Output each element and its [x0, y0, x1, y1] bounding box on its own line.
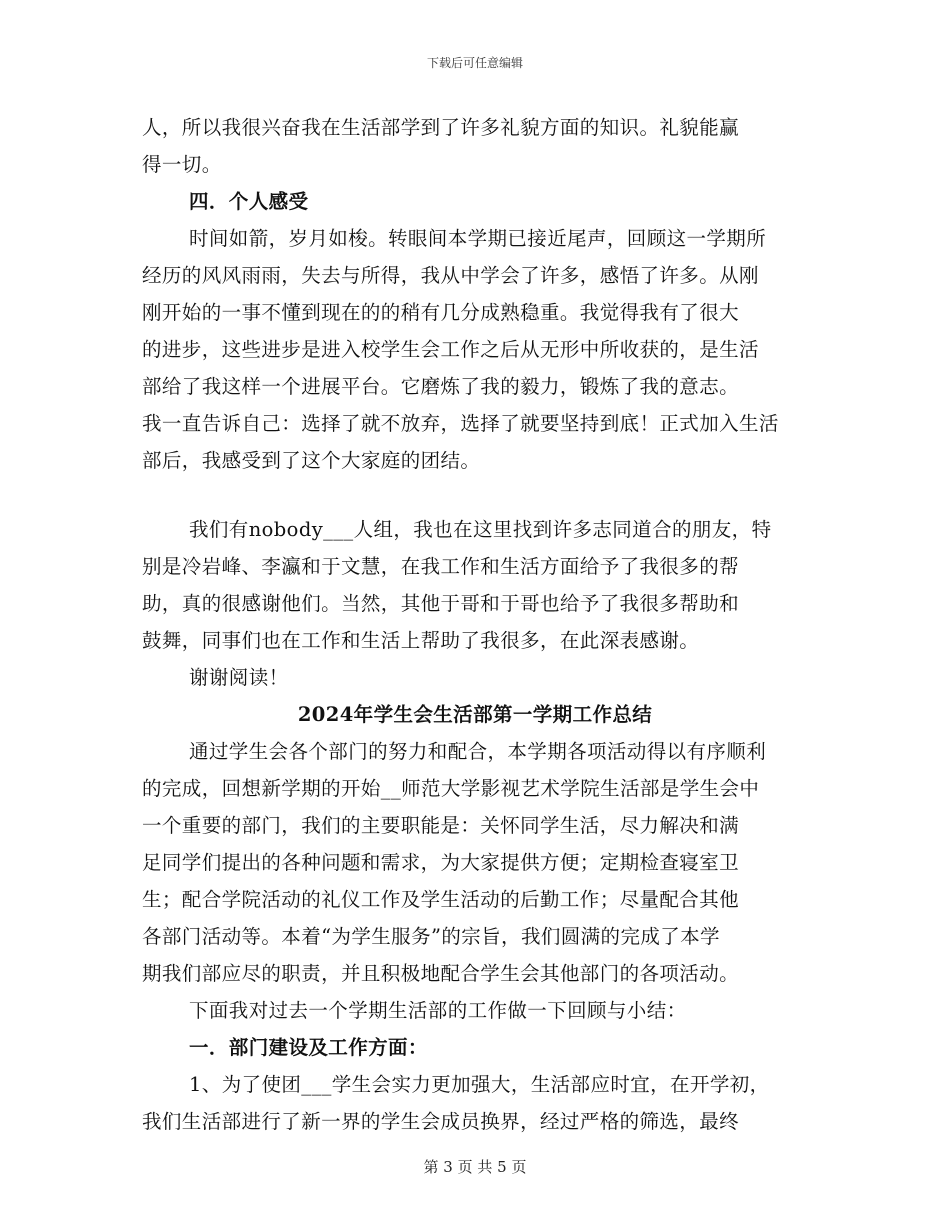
body-line: 部给了我这样一个进展平台。它磨炼了我的毅力，锻炼了我的意志。: [142, 375, 740, 398]
body-line: 部后，我感受到了这个大家庭的团结。: [142, 449, 481, 472]
body-line: 足同学们提出的各种问题和需求，为大家提供方便；定期检查寝室卫: [142, 851, 740, 874]
body-line: 我们有nobody___人组，我也在这里找到许多志同道合的朋友，特: [189, 518, 772, 541]
closing-line: 谢谢阅读！: [189, 666, 289, 689]
body-line: 生；配合学院活动的礼仪工作及学生活动的后勤工作；尽量配合其他: [142, 888, 740, 911]
body-line: 通过学生会各个部门的努力和配合，本学期各项活动得以有序顺利: [189, 740, 767, 763]
body-line: 的进步，这些进步是进入校学生会工作之后从无形中所收获的，是生活: [142, 338, 759, 361]
document-title: 2024年学生会生活部第一学期工作总结: [297, 703, 653, 726]
body-line: 1、为了使团___学生会实力更加强大，生活部应时宜，在开学初，: [189, 1073, 770, 1096]
body-line: 我们生活部进行了新一界的学生会成员换界，经过严格的筛选，最终: [142, 1110, 740, 1133]
body-line: 别是冷岩峰、李瀛和于文慧，在我工作和生活方面给予了我很多的帮: [142, 555, 740, 578]
body-line: 我一直告诉自己：选择了就不放弃，选择了就要坚持到底！正式加入生活: [142, 412, 779, 435]
body-line: 经历的风风雨雨，失去与所得，我从中学会了许多，感悟了许多。从刚: [142, 264, 759, 287]
body-line: 的完成，回想新学期的开始__师范大学影视艺术学院生活部是学生会中: [142, 777, 760, 800]
body-line: 助，真的很感谢他们。当然，其他于哥和于哥也给予了我很多帮助和: [142, 592, 740, 615]
page-header: 下载后可任意编辑: [426, 56, 523, 70]
body-line: 鼓舞，同事们也在工作和生活上帮助了我很多，在此深表感谢。: [142, 629, 700, 652]
section-heading: 一．部门建设及工作方面：: [189, 1036, 428, 1059]
body-line: 期我们部应尽的职责，并且积极地配合学生会其他部门的各项活动。: [142, 962, 740, 985]
body-line: 一个重要的部门，我们的主要职能是：关怀同学生活，尽力解决和满: [142, 814, 740, 837]
body-line: 人，所以我很兴奋我在生活部学到了许多礼貌方面的知识。礼貌能赢: [142, 116, 740, 139]
body-line: 刚开始的一事不懂到现在的的稍有几分成熟稳重。我觉得我有了很大: [142, 301, 740, 324]
page-footer: 第 3 页 共 5 页: [423, 1158, 527, 1176]
body-line: 时间如箭，岁月如梭。转眼间本学期已接近尾声，回顾这一学期所: [189, 227, 767, 250]
body-line: 各部门活动等。本着“为学生服务”的宗旨，我们圆满的完成了本学: [142, 925, 720, 948]
section-heading: 四．个人感受: [189, 190, 309, 213]
body-line: 下面我对过去一个学期生活部的工作做一下回顾与小结：: [189, 999, 687, 1022]
body-line: 得一切。: [142, 153, 222, 176]
